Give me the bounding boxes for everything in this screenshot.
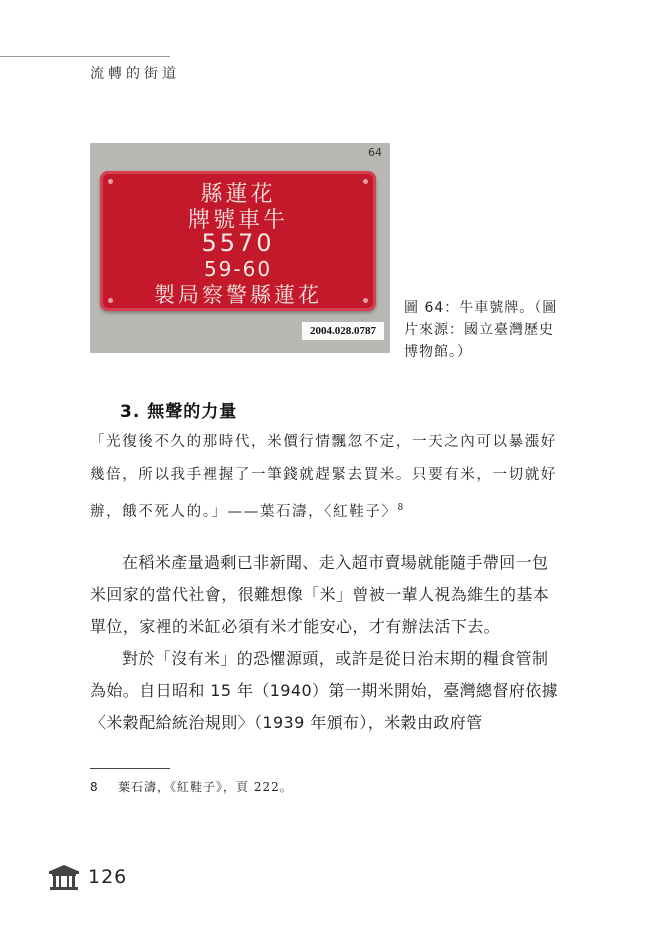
plate-line-1: 縣蓮花 xyxy=(200,182,276,207)
running-title: 流轉的街道 xyxy=(90,66,180,82)
epigraph-quote xyxy=(90,426,560,529)
figure-number: 64 xyxy=(368,146,382,159)
oxcart-license-plate xyxy=(100,171,376,311)
paragraph-2: 對於「沒有米」的恐懼源頭，或許是從日治末期的糧食管制為始。自日昭和 15 年（1940）第一期米開始，臺灣總督府依據〈米穀配給統治規則〉（1939 年頒布），米穀由政府管 xyxy=(90,649,559,732)
footnote xyxy=(90,778,293,795)
footnote-number: 8 xyxy=(90,780,99,794)
catalog-tag: 2004.028.0787 xyxy=(302,322,384,340)
header-rule xyxy=(0,56,170,57)
quote-text: 「光復後不久的那時代，米價行情飄忽不定，一天之內可以暴漲好幾倍，所以我手裡握了一筆錢就趕緊去買米。只要有米，一切就好辦，餓不死人的。」——葉石濤，〈紅鞋子〉 xyxy=(90,434,557,520)
figure-caption: 圖 64：牛車號牌。（圖片來源：國立臺灣歷史博物館。） xyxy=(404,300,558,360)
footnote-ref: 8 xyxy=(397,503,405,513)
pavilion-icon xyxy=(48,862,80,890)
footnote-rule xyxy=(90,768,170,769)
plate-line-3: 5570 xyxy=(201,229,275,257)
plate-line-5: 製局察警縣蓮花 xyxy=(154,283,322,307)
page-number: 126 xyxy=(88,866,128,888)
plate-line-2: 牌號車牛 xyxy=(187,208,288,233)
plate-line-4: 59-60 xyxy=(203,257,273,281)
paragraph-1: 在稻米產量過剩已非新聞、走入超市賣場就能隨手帶回一包米回家的當代社會，很難想像「米」曾被一輩人視為維生的基本單位，家裡的米缸必須有米才能安心，才有辦法活下去。 xyxy=(90,553,550,636)
figure-photo xyxy=(90,143,390,353)
footnote-text: 葉石濤，《紅鞋子》，頁 222。 xyxy=(118,780,293,794)
section-title: 3. 無聲的力量 xyxy=(120,402,238,422)
